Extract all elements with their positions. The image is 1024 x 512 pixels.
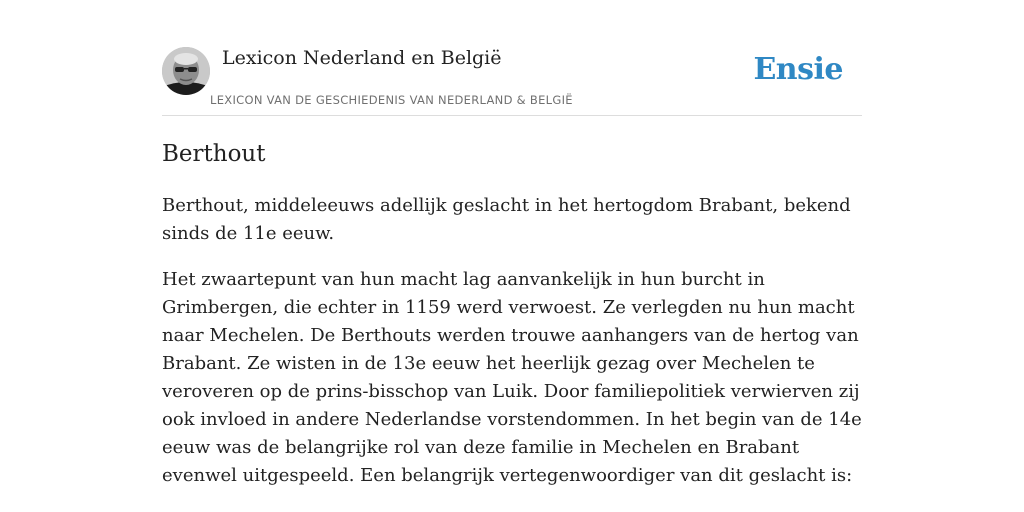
article-title: Berthout [162,141,266,167]
author-avatar[interactable] [162,47,210,95]
article-body [162,192,864,508]
avatar-portrait-icon [162,47,210,95]
article-paragraph: Het zwaartepunt van hun macht lag aanvankelijk in hun burcht in Grimbergen, die echter in 1159 werd verwoest. Ze verlegden nu hun macht naar Mechelen. De Berthouts werden trouwe aanhangers van de hertog van Brabant. Ze wisten in de 13e eeuw het heerlijk gezag over Mechelen te veroveren op de prins-bisschop van Luik. Door familiepolitiek verwierven zij ook invloed in andere Nederlandse vorstendommen. In het begin van de 14e eeuw was de belangrijke rol van deze familie in Mechelen en Brabant evenwel uitgespeeld. Een belangrijk vertegenwoordiger van dit geslacht is: [162,269,862,486]
site-title[interactable]: Lexicon Nederland en België [222,47,502,69]
ensie-logo[interactable]: Ensie [753,52,843,87]
site-subtitle[interactable]: LEXICON VAN DE GESCHIEDENIS VAN NEDERLAND & BELGIË [210,93,573,107]
article-paragraph: Berthout, middeleeuws adellijk geslacht in het hertogdom Brabant, bekend sinds de 11e eeuw. [162,195,851,244]
header-divider [162,115,862,116]
